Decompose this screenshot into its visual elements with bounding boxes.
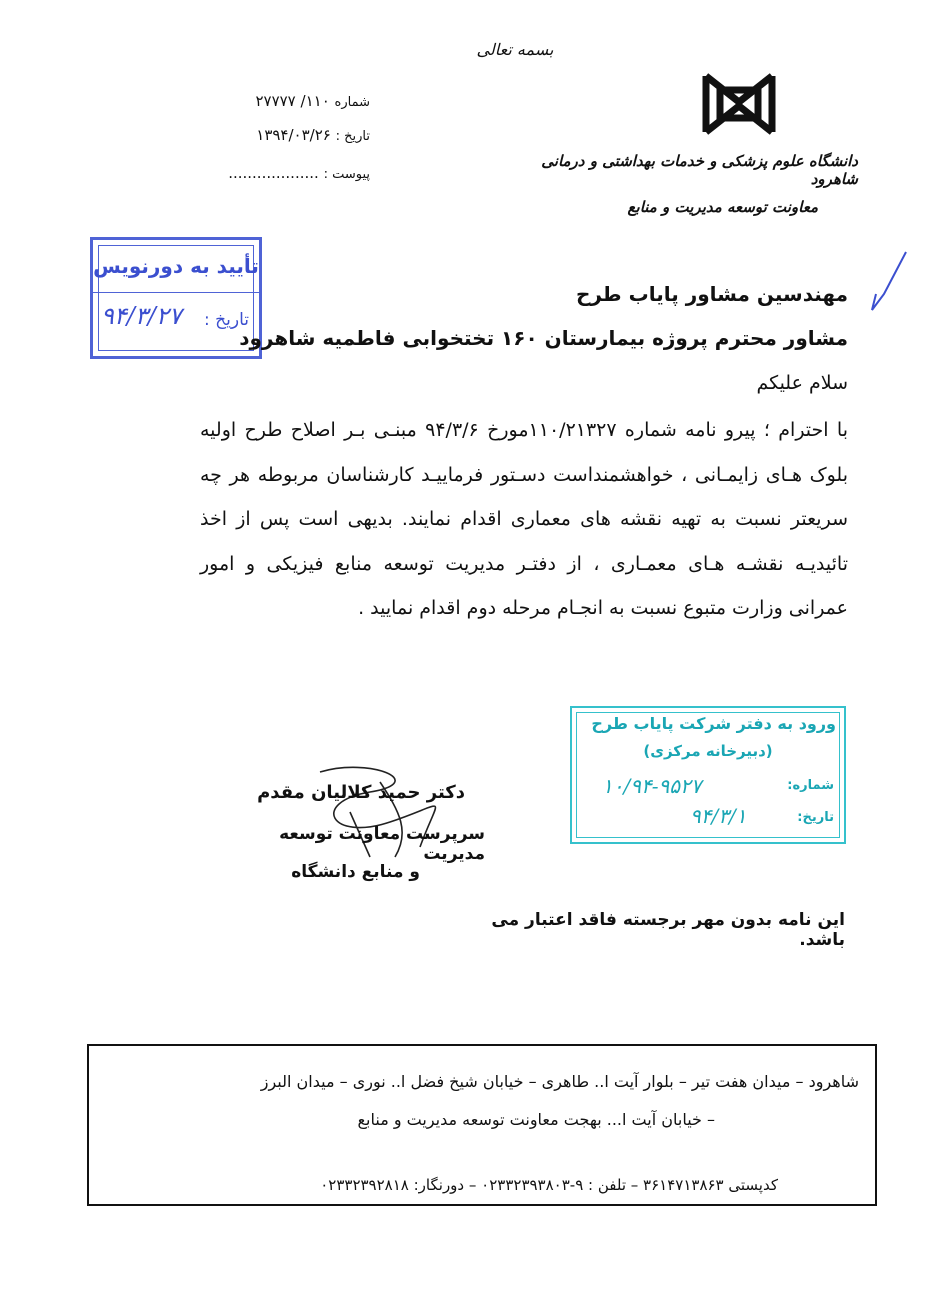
letter-number: [200, 92, 370, 110]
receipt-date-label: تاریخ:: [797, 810, 834, 825]
signer-title-line-2: و منابع دانشگاه: [291, 862, 420, 882]
letter-attachment-value: ...................: [228, 164, 319, 182]
receipt-stamp-subtitle: (دبیرخانه مرکزی): [643, 742, 773, 760]
letter-attachment: [200, 164, 370, 182]
letter-date-value: ۱۳۹۴/۰۳/۲۶: [256, 126, 331, 144]
stamp-date-value: ۹۴/۳/۲۷: [101, 302, 182, 330]
letter-body: با احترام ؛ پیرو نامه شماره ۱۱۰/۲۱۳۲۷مورخ ۹۴/۳/۶ مبنـی بـر اصلاح طرح اولیه بلوک هـای زایمـانی ، خواهشمنداست دسـتور فرماییـد کارشناسان مربوطه هر چه سریعتر نسبت به تهیه نقشه های معماری اقدام نمایند. بدیهی است پس از اخذ تائیدیـه نقشـه هـای معمـاری ، از دفتـر مدیریت توسعه منابع فیزیکی و امور عمرانی وزارت متبوع نسبت به انجـام مرحله دوم اقدام نمایید .: [200, 419, 848, 619]
addressee-project: مشاور محترم پروژه بیمارستان ۱۶۰ تختخوابی فاطمیه شاهرود: [239, 326, 848, 350]
letter-date-label: تاریخ :: [335, 129, 370, 144]
addressee-company: مهندسین مشاور پایاب طرح: [575, 282, 848, 306]
footer-address-line-2: – خیابان آیت ا... بهجت معاونت توسعه مدیریت و منابع: [357, 1110, 715, 1129]
receipt-date-value: ۹۴/۳/۱: [690, 804, 747, 828]
handwritten-slash-mark: [862, 248, 912, 318]
receipt-stamp: [570, 706, 846, 844]
receipt-number-label: شماره:: [787, 778, 834, 793]
footer-contact-line: کدپستی ۳۶۱۴۷۱۳۸۶۳ – تلفن : ۹-۰۲۳۳۲۳۹۳۸۰۳ – دورنگار: ۰۲۳۳۲۳۹۲۸۱۸: [320, 1176, 778, 1194]
footer-address-box: [87, 1044, 877, 1206]
university-logo: [696, 68, 782, 140]
letter-number-label: شماره: [334, 95, 370, 110]
signer-name: دکتر حمید کلالیان مقدم: [257, 782, 465, 803]
greeting: سلام علیکم: [756, 372, 848, 394]
department-name: معاونت توسعه مدیریت و منابع: [627, 198, 818, 216]
signer-title-line-1: سرپرست معاونت توسعه مدیریت: [279, 824, 485, 864]
validity-note: این نامه بدون مهر برجسته فاقد اعتبار می باشد.: [491, 910, 845, 950]
university-name: دانشگاه علوم پزشکی و خدمات بهداشتی و درمانی شاهرود: [541, 152, 858, 188]
stamp-divider: [93, 292, 259, 293]
stamp-title: تأیید به دورنویس: [93, 254, 259, 278]
letter-number-value: ۱۱۰/ ۲۷۷۷۷: [255, 92, 330, 110]
receipt-number-value: ۱۰/۹۴-۹۵۲۷: [602, 774, 702, 798]
footer-address-line-1: شاهرود – میدان هفت تیر – بلوار آیت ا.. طاهری – خیابان شیخ فضل ا.. نوری – میدان البرز: [260, 1072, 859, 1091]
letter-attachment-label: پیوست :: [323, 167, 370, 182]
receipt-stamp-title: ورود به دفتر شرکت پایاب طرح: [591, 714, 836, 733]
stamp-date-label: تاریخ :: [204, 310, 249, 330]
letter-date: [200, 126, 370, 144]
bismillah-heading: بسمه تعالی: [476, 40, 554, 59]
